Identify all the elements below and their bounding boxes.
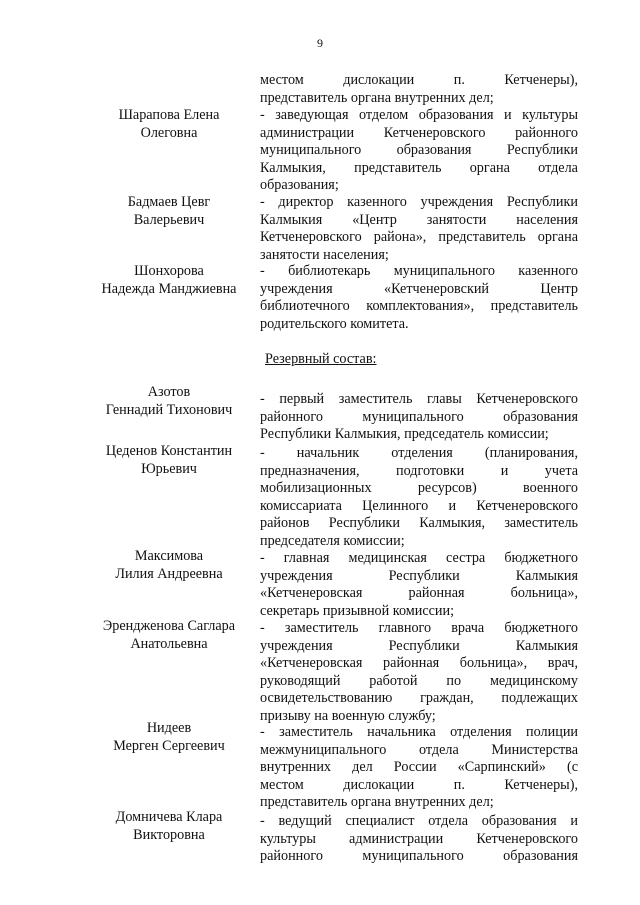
role-line: культуры администрации Кетченеровского [260,830,578,847]
member-name [84,809,254,844]
section-heading: Резервный состав: [265,351,377,367]
role-line: внутренних дел России «Сарпинский» (с [260,759,578,775]
role-line: - ведущий специалист отдела образования и [260,813,578,829]
role-line: учреждения Республики Калмыкия [260,567,578,584]
name-line: Шарапова Елена [118,107,220,123]
role-line: Республики Калмыкия, председатель комиссии; [260,426,549,442]
role-line: мобилизационных ресурсов) военного [260,480,578,496]
member-name [84,548,254,583]
role-line: «Кетченеровская районная больница», [260,585,578,601]
name-line: Лилия Андреевна [115,565,223,582]
name-line: Максимова [134,548,204,564]
role-line: - библиотекарь муниципального казенного [260,263,578,279]
role-line: комиссариата Целинного и Кетченеровского [260,497,578,514]
role-line: руководящий работой по медицинскому [260,672,578,689]
name-line: Викторовна [133,826,205,843]
role-line: районного муниципального образования [260,848,578,864]
name-line: Юрьевич [141,460,197,477]
member-role [260,620,578,725]
role-line: районов Республики Калмыкия, заместитель [260,515,578,531]
member-role [260,445,578,550]
role-line: межмуниципального отдела Министерства [260,741,578,758]
page-number: 9 [317,36,323,50]
role-line: библиотечного комплектования», представитель [260,298,578,314]
role-line: муниципального образования Республики [260,142,578,158]
role-line: родительского комитета. [260,315,409,332]
role-line: - заместитель начальника отделения полиции [260,724,578,740]
role-line: - заместитель главного врача бюджетного [260,620,578,636]
role-line: районного муниципального образования [260,408,578,425]
name-line: Олеговна [140,124,198,141]
name-line: Анатольевна [130,635,208,652]
name-line: Домничева Клара [115,809,223,825]
role-line: занятости населения; [260,246,389,263]
name-line: Эрендженова Саглара [102,618,236,634]
role-line: местом дислокации п. Кетченеры), [260,72,578,88]
member-name [84,720,254,755]
name-line: Бадмаев Цевг [127,194,211,210]
member-role [260,72,578,107]
role-line: предназначения, подготовки и учета [260,462,578,479]
name-line: Шонхорова [134,263,204,279]
role-line: «Кетченеровская районная больница», врач, [260,655,578,671]
role-line: образования; [260,177,339,193]
role-line: Калмыкия «Центр занятости населения [260,211,578,228]
role-line: - заведующая отделом образования и культуры [260,107,578,123]
member-name [84,194,254,229]
role-line: секретарь призывной комиссии; [260,602,455,619]
member-role [260,107,578,195]
role-line: администрации Кетченеровского районного [260,124,578,141]
role-line: - главная медицинская сестра бюджетного [260,550,578,566]
member-name [84,384,254,419]
member-name [84,263,254,298]
member-role [260,194,578,264]
role-line: Кетченеровского района», представитель органа [260,229,578,245]
role-line: учреждения «Кетченеровский Центр [260,280,578,297]
name-line: Азотов [147,384,191,400]
name-line: Цеденов Константин [105,443,233,459]
name-line: Мерген Сергеевич [113,737,225,754]
member-name [84,618,254,653]
role-line: представитель органа внутренних дел; [260,794,494,810]
role-line: - первый заместитель главы Кетченеровского [260,391,578,407]
role-line: - директор казенного учреждения Республики [260,194,578,210]
role-line: местом дислокации п. Кетченеры), [260,776,578,793]
member-role [260,724,578,812]
member-name [84,107,254,142]
member-role [260,550,578,620]
role-line: Калмыкия, представитель органа отдела [260,159,578,176]
name-line: Надежда Манджиевна [101,280,237,297]
role-line: - начальник отделения (планирования, [260,445,578,461]
member-role [260,391,578,444]
role-line: председателя комиссии; [260,532,405,549]
name-line: Нидеев [146,720,192,736]
role-line: учреждения Республики Калмыкия [260,637,578,654]
role-line: освидетельствованию граждан, подлежащих [260,690,578,706]
name-line: Валерьевич [133,211,205,228]
role-line: представитель органа внутренних дел; [260,89,494,106]
role-line: призыву на военную службу; [260,707,436,724]
name-line: Геннадий Тихонович [105,401,233,418]
member-role [260,813,578,866]
member-role [260,263,578,333]
member-name [84,443,254,478]
